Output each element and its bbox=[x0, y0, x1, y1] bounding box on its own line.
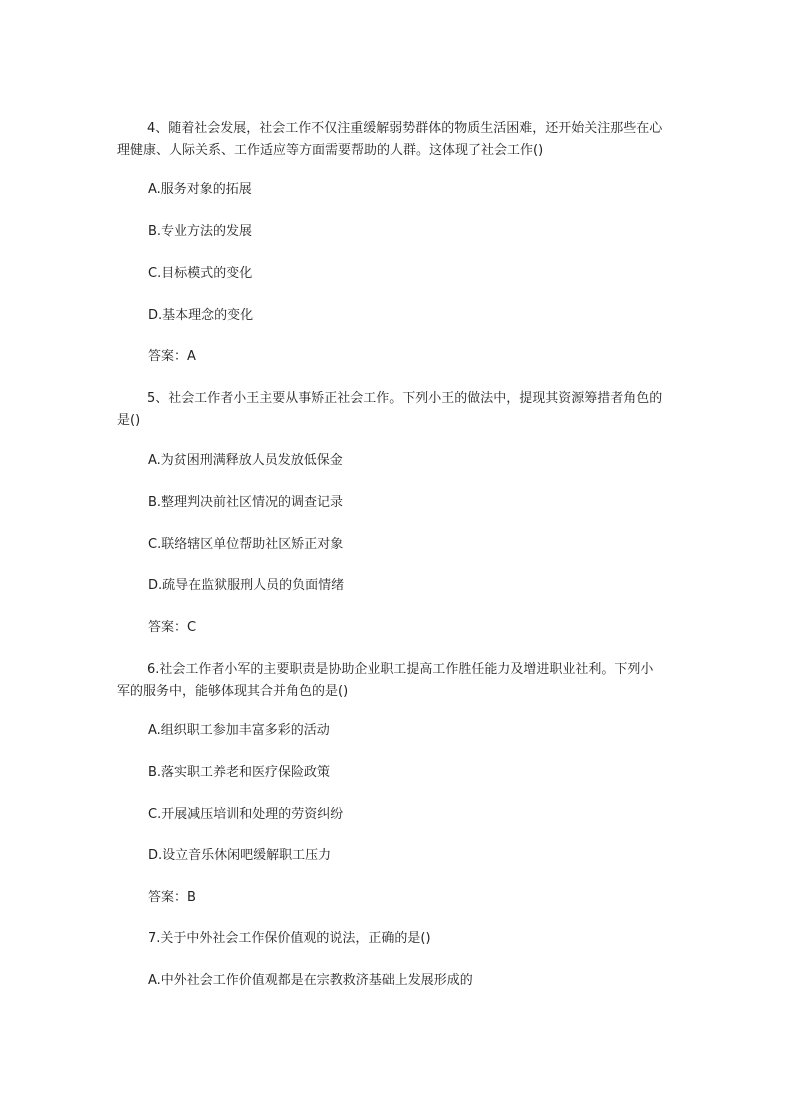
question-7-option-a: A.中外社会工作价值观都是在宗教救济基础上发展形成的 bbox=[148, 973, 473, 988]
question-6-option-c: C.开展减压培训和处理的劳资纠纷 bbox=[148, 807, 344, 822]
question-4-option-d: D.基本理念的变化 bbox=[148, 308, 254, 323]
question-5-option-b: B.整理判决前社区情况的调查记录 bbox=[148, 495, 344, 510]
question-5-stem: 5、社会工作者小王主要从事矫正社会工作。下列小王的做法中，提现其资源筹措者角色的是() bbox=[117, 391, 663, 428]
question-5-answer: 答案：C bbox=[148, 620, 197, 635]
question-6-option-d: D.设立音乐休闲吧缓解职工压力 bbox=[148, 848, 332, 863]
question-4-option-c: C.目标模式的变化 bbox=[148, 266, 253, 281]
question-4-answer: 答案：A bbox=[148, 349, 196, 364]
question-6-option-b: B.落实职工养老和医疗保险政策 bbox=[148, 765, 331, 780]
question-5-option-d: D.疏导在监狱服刑人员的负面情绪 bbox=[148, 578, 345, 593]
question-6-option-a: A.组织职工参加丰富多彩的活动 bbox=[148, 723, 330, 738]
question-6-stem: 6.社会工作者小军的主要职责是协助企业职工提高工作胜任能力及增进职业社利。下列小军的服务中，能够体现其合并角色的是() bbox=[117, 662, 654, 699]
question-7-stem: 7.关于中外社会工作保价值观的说法，正确的是() bbox=[148, 931, 431, 946]
question-6-answer: 答案：B bbox=[148, 890, 196, 905]
question-5-option-a: A.为贫困刑满释放人员发放低保金 bbox=[148, 453, 343, 468]
question-4-option-a: A.服务对象的拓展 bbox=[148, 182, 252, 197]
question-5-option-c: C.联络辖区单位帮助社区矫正对象 bbox=[148, 537, 344, 552]
question-4-stem: 4、随着社会发展，社会工作不仅注重缓解弱势群体的物质生活困难，还开始关注那些在心理健康、人际关系、工作适应等方面需要帮助的人群。这体现了社会工作() bbox=[117, 121, 663, 158]
question-4-option-b: B.专业方法的发展 bbox=[148, 224, 253, 239]
